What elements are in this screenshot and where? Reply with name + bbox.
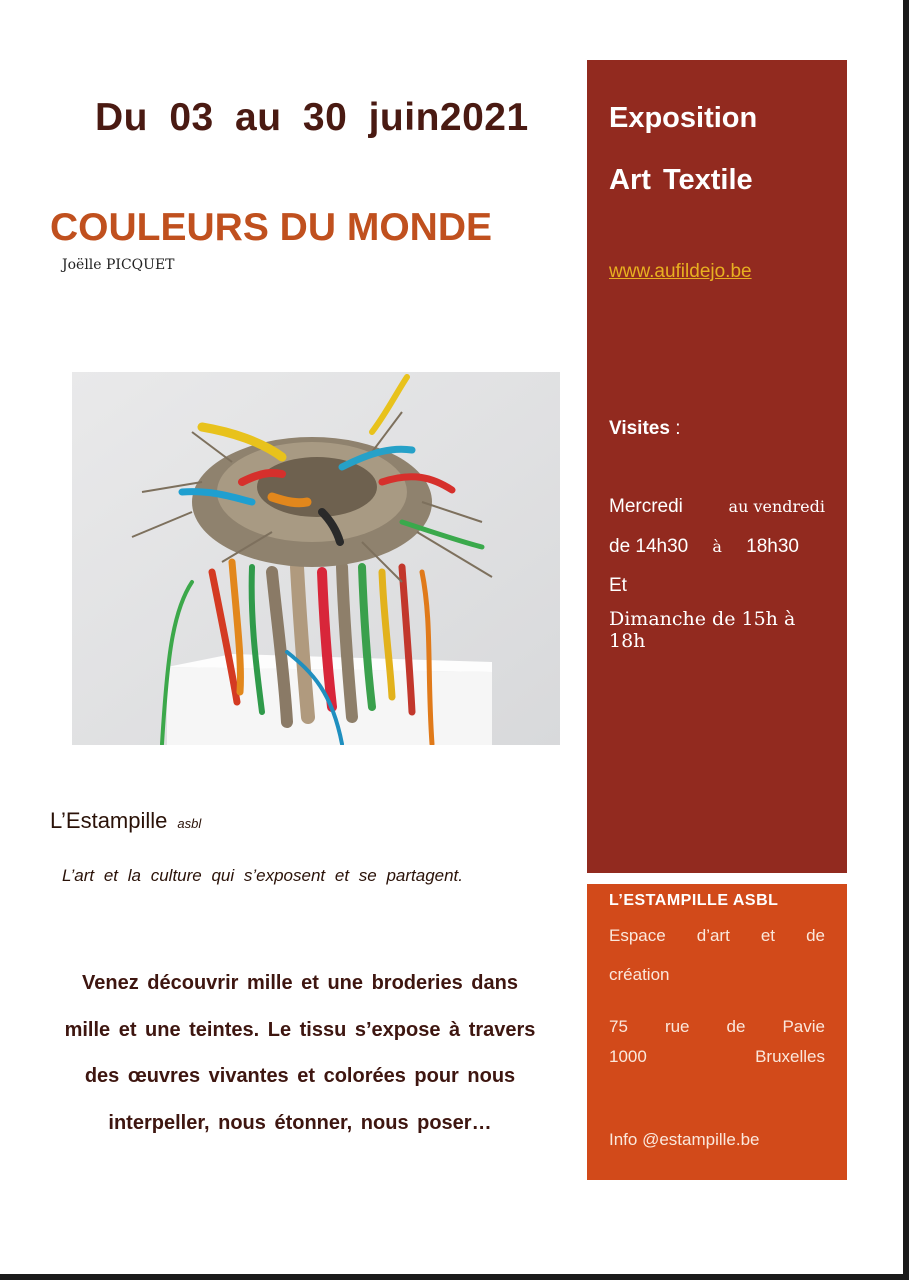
visit-hours-end: 18h30 — [746, 536, 799, 557]
exhibition-dates: Du 03 au 30 juin2021 — [95, 96, 529, 139]
contact-address-1 — [609, 1017, 825, 1037]
contact-panel — [587, 884, 847, 1180]
visit-days-end: au vendredi — [728, 497, 825, 516]
visit-hours — [609, 536, 799, 558]
organization-label — [50, 808, 201, 834]
organization-tagline: L’art et la culture qui s’exposent et se partagent. — [62, 866, 464, 885]
panel-heading-exposition: Exposition — [609, 102, 758, 134]
visit-and: Et — [609, 575, 627, 596]
visit-days — [609, 496, 825, 518]
address-word: Pavie — [782, 1017, 825, 1036]
address-word: de — [726, 1017, 746, 1036]
contact-address-2 — [609, 1047, 825, 1067]
address-word: rue — [664, 1017, 690, 1036]
exhibition-description: Venez découvrir mille et une broderies dans mille et une teintes. Le tissu s’expose à travers des œuvres vivantes et colorées pour nous interpeller, nous étonner, nous poser… — [64, 972, 536, 1134]
visits-colon: : — [669, 418, 681, 439]
contact-email[interactable]: Info @estampille.be — [609, 1130, 760, 1149]
visit-sunday: Dimanche de 15h à 18h — [609, 608, 796, 652]
exhibition-title: COULEURS DU MONDE — [50, 206, 493, 249]
contact-line-1-word: de — [806, 926, 825, 945]
visits-label-text: Visites — [609, 418, 670, 439]
contact-name: L’ESTAMPILLE ASBL — [609, 892, 779, 909]
organization-suffix: asbl — [177, 816, 202, 831]
contact-line-1-word: Espace — [609, 926, 666, 945]
contact-line-1 — [609, 926, 825, 946]
postal-code: 1000 — [609, 1047, 647, 1066]
visit-hours-to: à — [712, 537, 722, 556]
contact-line-1-word: d’art — [696, 926, 730, 945]
city: Bruxelles — [755, 1047, 825, 1066]
address-word: 75 — [609, 1017, 628, 1036]
page-edge-bottom — [0, 1274, 909, 1280]
contact-line-2: création — [609, 965, 670, 984]
organization-name: L’Estampille — [50, 808, 168, 833]
exhibition-info-panel — [587, 60, 847, 873]
contact-line-1-word: et — [760, 926, 776, 945]
textile-sculpture-image — [72, 372, 560, 745]
visit-hours-start: de 14h30 — [609, 536, 689, 557]
artist-name: Joëlle PICQUET — [62, 257, 175, 273]
panel-heading-art-textile: Art Textile — [609, 164, 753, 196]
visit-days-start: Mercredi — [609, 496, 683, 517]
visits-label — [609, 418, 680, 440]
website-link[interactable]: www.aufildejo.be — [609, 261, 752, 282]
page-edge-right — [903, 0, 909, 1280]
